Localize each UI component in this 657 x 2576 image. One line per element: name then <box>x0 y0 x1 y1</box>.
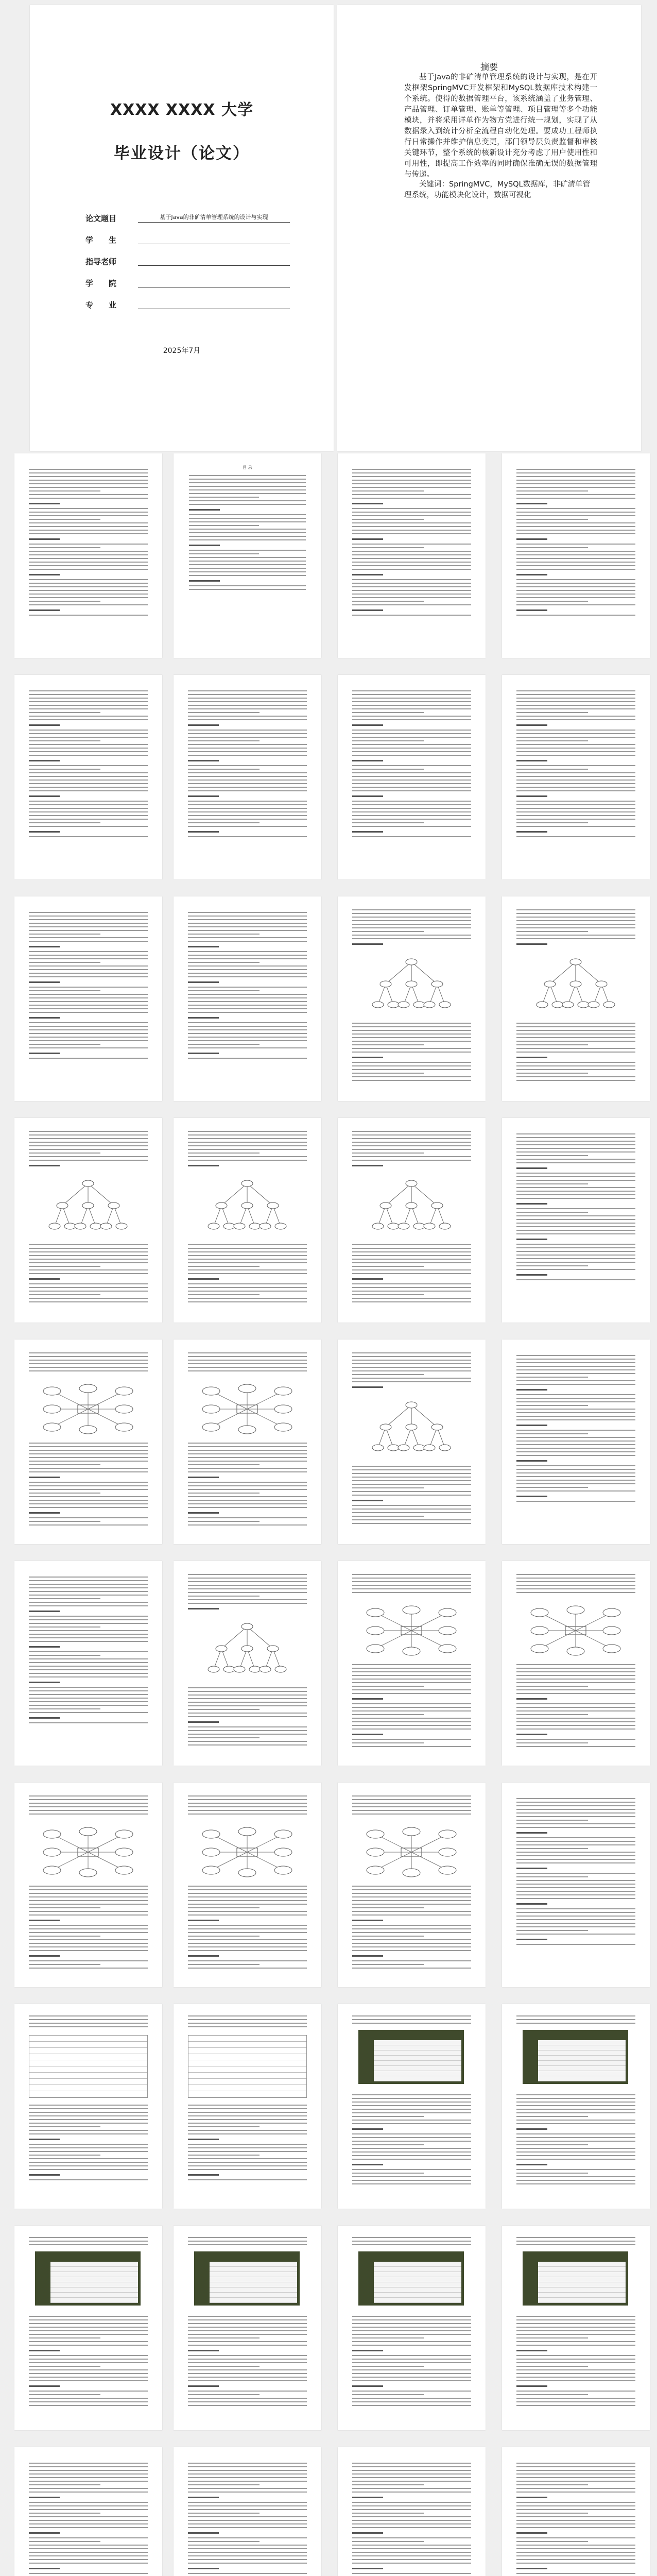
text-block <box>352 1131 471 1170</box>
structure-diagram <box>370 1177 453 1234</box>
toc-title: 目 录 <box>243 465 252 470</box>
thumbnail-page <box>14 2226 162 2430</box>
thumbnail-page <box>14 896 162 1101</box>
field-label-title: 论文题目 <box>85 214 117 223</box>
data-table <box>29 2035 148 2098</box>
text-block <box>188 1244 307 1305</box>
thumbnail-page <box>502 1561 650 1766</box>
field-label-advisor: 指导老师 <box>85 257 117 266</box>
text-block <box>352 1664 471 1750</box>
thumbnail-page <box>502 2226 650 2430</box>
text-block <box>188 2316 307 2409</box>
structure-diagram <box>534 956 617 1012</box>
document-type-title: 毕业设计（论文） <box>114 144 250 163</box>
text-block <box>29 690 148 840</box>
text-block <box>188 1352 307 1374</box>
thumbnail-page <box>174 1340 321 1544</box>
thumbnail-page <box>338 1783 486 1987</box>
er-diagram <box>365 1826 458 1878</box>
university-name: XXXX XXXX 大学 <box>110 101 253 119</box>
field-label-student: 学 生 <box>85 235 117 245</box>
thumbnail-page <box>502 453 650 658</box>
text-block <box>188 2237 307 2248</box>
thumbnail-page <box>174 1561 321 1766</box>
text-block <box>516 1023 635 1083</box>
thumbnail-page <box>174 1118 321 1323</box>
cover-page <box>30 5 334 451</box>
text-block <box>188 2463 307 2576</box>
thumbnail-page <box>14 1118 162 1323</box>
thumbnail-page <box>338 453 486 658</box>
thumbnail-page <box>338 896 486 1101</box>
text-block <box>29 2316 148 2409</box>
thumbnail-page <box>14 675 162 879</box>
text-block <box>352 1886 471 1971</box>
text-block <box>352 1023 471 1083</box>
thumbnail-page <box>174 2004 321 2209</box>
text-block <box>352 2316 471 2409</box>
text-block <box>29 469 148 618</box>
text-block <box>29 2105 148 2183</box>
thumbnail-page <box>174 453 321 658</box>
field-label-major: 专 业 <box>85 300 117 310</box>
text-block <box>352 1244 471 1305</box>
text-block <box>188 1443 307 1528</box>
text-block <box>352 1466 471 1527</box>
text-block <box>188 2015 307 2030</box>
text-block <box>188 2105 307 2183</box>
ui-screenshot <box>194 2251 300 2306</box>
thumbnail-page <box>338 675 486 879</box>
er-diagram <box>201 1826 293 1878</box>
thumbnail-page <box>502 675 650 879</box>
ui-screenshot <box>523 2030 628 2084</box>
field-value-title: 基于Java的非矿清单管理系统的设计与实现 <box>138 213 290 223</box>
thumbnail-page <box>338 2226 486 2430</box>
text-block <box>516 909 635 948</box>
ui-screenshot <box>35 2251 141 2306</box>
text-block <box>516 690 635 840</box>
cover-date: 2025年7月 <box>163 347 201 355</box>
thumbnail-page <box>14 1561 162 1766</box>
text-block <box>352 2015 471 2026</box>
text-block <box>516 1798 635 1947</box>
er-diagram <box>529 1605 622 1656</box>
er-diagram <box>365 1605 458 1656</box>
thumbnail-page <box>338 2004 486 2209</box>
text-block <box>516 1355 635 1504</box>
thumbnail-page <box>338 1561 486 1766</box>
thumbnail-page <box>502 1118 650 1323</box>
thumbnail-page <box>14 453 162 658</box>
ui-screenshot <box>523 2251 628 2306</box>
thumbnail-page <box>14 2447 162 2576</box>
text-block <box>189 475 306 592</box>
text-block <box>516 469 635 618</box>
thumbnail-page <box>338 1118 486 1323</box>
text-block <box>516 1664 635 1750</box>
data-table <box>188 2035 307 2098</box>
structure-diagram <box>47 1177 129 1234</box>
text-block <box>188 912 307 1061</box>
structure-diagram <box>206 1177 288 1234</box>
structure-diagram <box>370 1399 453 1455</box>
text-block <box>29 1352 148 1374</box>
text-block <box>516 2463 635 2576</box>
text-block <box>29 1131 148 1170</box>
text-block <box>188 1795 307 1817</box>
text-block <box>188 1687 307 1748</box>
text-block <box>352 1795 471 1817</box>
text-block <box>352 469 471 618</box>
er-diagram <box>42 1383 134 1435</box>
thumbnail-page <box>338 2447 486 2576</box>
ui-screenshot <box>358 2030 464 2084</box>
thumbnail-page <box>174 2226 321 2430</box>
abstract-keywords: 关键词：SpringMVC，MySQL数据库，非矿清单管理系统，功能模块化设计，数据可视化 <box>404 180 591 199</box>
text-block <box>516 1133 635 1283</box>
structure-diagram <box>370 956 453 1012</box>
text-block <box>29 1443 148 1528</box>
text-block <box>29 2015 148 2030</box>
field-value-major <box>138 299 290 309</box>
er-diagram <box>201 1383 293 1435</box>
field-label-college: 学 院 <box>85 279 117 288</box>
text-block <box>29 1795 148 1817</box>
thumbnail-page <box>14 1340 162 1544</box>
thumbnail-page <box>502 2004 650 2209</box>
field-value-student <box>138 234 290 244</box>
text-block <box>29 2463 148 2576</box>
er-diagram <box>42 1826 134 1878</box>
text-block <box>352 2237 471 2248</box>
text-block <box>516 2316 635 2409</box>
text-block <box>516 2237 635 2248</box>
field-value-advisor <box>138 256 290 266</box>
text-block <box>352 1352 471 1392</box>
text-block <box>29 912 148 1061</box>
thumbnail-page <box>174 2447 321 2576</box>
text-block <box>188 1886 307 1971</box>
text-block <box>516 2094 635 2187</box>
thumbnail-page <box>14 2004 162 2209</box>
ui-screenshot <box>358 2251 464 2306</box>
field-value-college <box>138 278 290 287</box>
abstract-title: 摘要 <box>480 62 498 73</box>
abstract-page <box>337 5 641 451</box>
text-block <box>188 690 307 840</box>
thumbnail-page <box>174 675 321 879</box>
thumbnail-page <box>502 1340 650 1544</box>
thumbnail-page <box>502 1783 650 1987</box>
text-block <box>516 1574 635 1596</box>
thumbnail-page <box>338 1340 486 1544</box>
text-block <box>352 2094 471 2187</box>
text-block <box>188 1131 307 1170</box>
text-block <box>352 1574 471 1596</box>
text-block <box>29 2237 148 2248</box>
thumbnail-page <box>502 2447 650 2576</box>
text-block <box>352 909 471 948</box>
thumbnail-page <box>502 896 650 1101</box>
text-block <box>29 1244 148 1305</box>
text-block <box>29 1577 148 1726</box>
structure-diagram <box>206 1620 288 1677</box>
text-block <box>516 2015 635 2026</box>
text-block <box>352 690 471 840</box>
text-block <box>188 1574 307 1613</box>
thumbnail-page <box>174 896 321 1101</box>
abstract-body: 基于Java的非矿清单管理系统的设计与实现，是在开发框架SpringMVC开发框架和MySQL数据库技术构建一个系统。使得的数据管理平台，该系统涵盖了业务管理、产品管理、订单管理、账单等管理、项目管理等多个功能模块，并将采用详单作为物方党进行统一规划，实现了从数据录入到统计分析全流程自动化处理。要成功工程师执行日常操作并维护信息变更，部门领导层负责监督和审核关键环节，整个系统的核新设计充分考虑了用户使用性和可用性，即提高工作效率的同时确保准确无误的数据管理与传递。 <box>404 73 597 179</box>
thumbnail-page <box>14 1783 162 1987</box>
text-block <box>29 1886 148 1971</box>
text-block <box>352 2463 471 2576</box>
thumbnail-page <box>174 1783 321 1987</box>
